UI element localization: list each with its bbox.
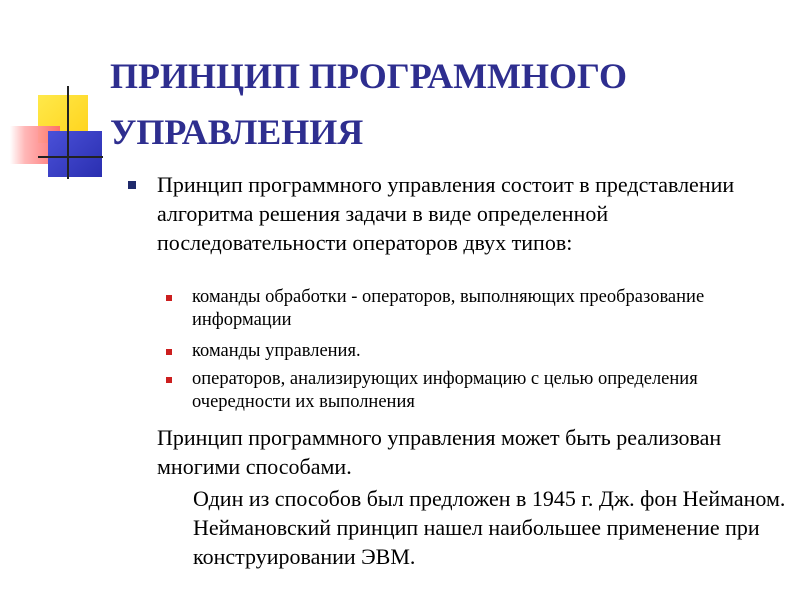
sub-item-text: операторов, анализирующих информацию с целью определения очередности их выполнения [192, 369, 698, 412]
title-line-2: УПРАВЛЕНИЯ [110, 112, 364, 152]
square-bullet-icon [128, 181, 136, 189]
sub-item-text: команды обработки - операторов, выполняющих преобразование информации [192, 287, 705, 330]
title-line-1: ПРИНЦИП ПРОГРАММНОГО [110, 56, 628, 96]
square-bullet-icon [166, 349, 172, 355]
paragraph-1: Принцип программного управления может быть реализован многими способами. [157, 425, 722, 479]
square-bullet-icon [166, 295, 172, 301]
paragraph-2: Один из способов был предложен в 1945 г. Дж. фон Нейманом. Неймановский принцип нашел наибольшее применение при конструировании ЭВМ. [193, 486, 786, 569]
main-bullet-text: Принцип программного управления состоит в представлении алгоритма решения задачи в виде определенной последовательности операторов двух типов: [157, 172, 735, 255]
square-bullet-icon [166, 377, 172, 383]
sub-item-text: команды управления. [192, 341, 361, 361]
